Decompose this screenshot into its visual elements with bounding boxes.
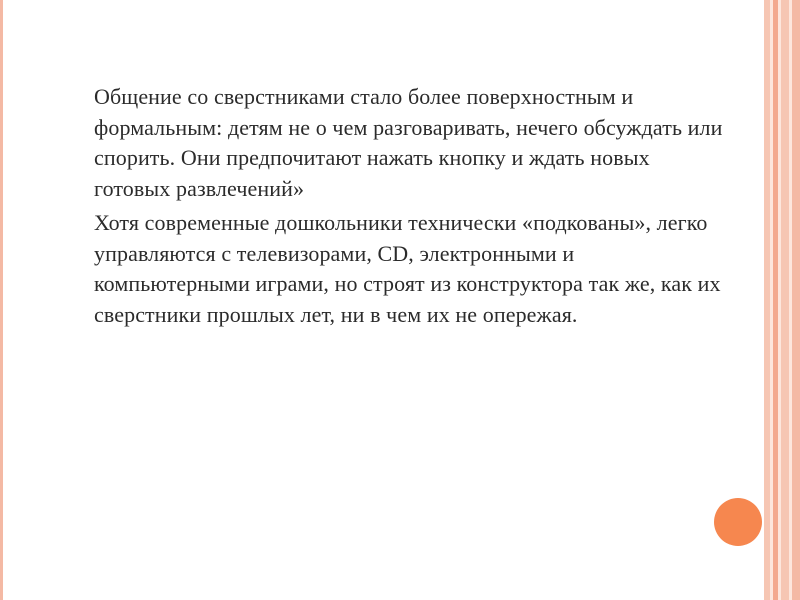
right-decor-stripe <box>792 0 800 600</box>
left-border <box>0 0 3 600</box>
bullet-text: Общение со сверстниками стало более поверхностным и формальным: детям не о чем разговаривать, нечего обсуждать или спорить. Они предпочитают нажать кнопку и ждать новых готовых развлечений» <box>94 84 723 201</box>
right-decor-stripe <box>781 0 789 600</box>
bullet-item <box>64 208 724 330</box>
bullet-item <box>64 82 724 204</box>
orange-circle-decoration <box>714 498 762 546</box>
bullet-text: Хотя современные дошкольники технически «подкованы», легко управляются с телевизорами, CD, электронными и компьютерными играми, но строят из конструктора так же, как их сверстники прошлых лет, ни в чем их не опережая. <box>94 210 721 327</box>
slide-content <box>64 82 724 334</box>
